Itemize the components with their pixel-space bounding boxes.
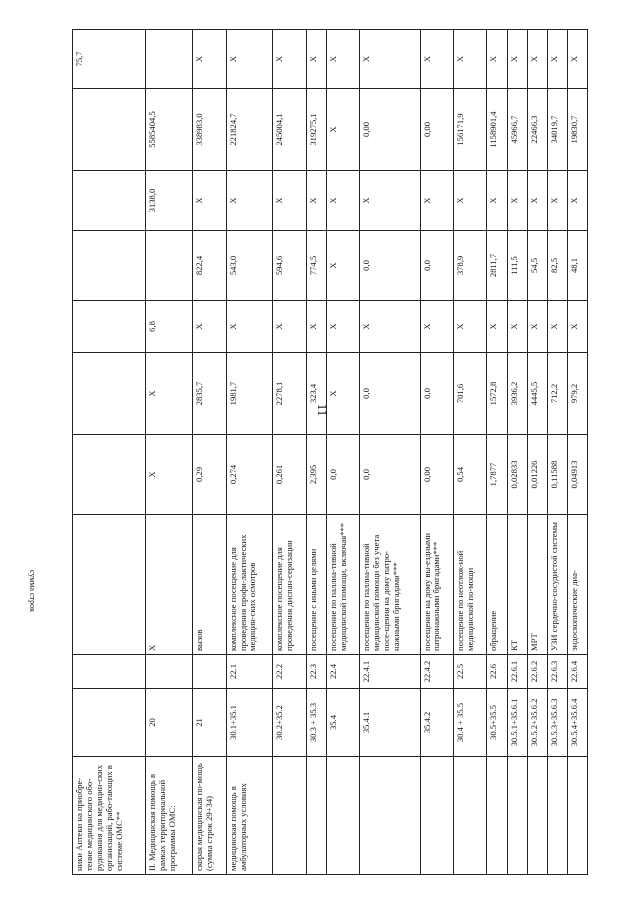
- table-cell: 0,04913: [567, 435, 587, 515]
- table-cell: 0,54: [454, 435, 487, 515]
- table-cell: 45966,7: [507, 89, 527, 171]
- table-cell: 2278,1: [273, 353, 306, 435]
- table-cell: X: [306, 171, 326, 231]
- table-cell: 54,5: [527, 231, 547, 301]
- table-cell: X: [273, 30, 306, 89]
- table-cell: 543,0: [226, 231, 273, 301]
- table-cell: X: [193, 171, 226, 231]
- table-cell: X: [146, 515, 193, 655]
- table-cell: 30.3 + 35.3: [306, 689, 326, 757]
- table-cell: 1981,7: [226, 353, 273, 435]
- table-cell: 156171,9: [454, 89, 487, 171]
- table-cell: X: [193, 301, 226, 353]
- table-cell: 30.2+35.2: [273, 689, 306, 757]
- table-cell: 30.4 + 35.5: [454, 689, 487, 757]
- table-cell: вызов: [193, 515, 226, 655]
- table-cell: 82,5: [547, 231, 567, 301]
- table-cell: X: [487, 301, 507, 353]
- table-cell: [306, 757, 326, 875]
- table-cell: 19830,7: [567, 89, 587, 171]
- table-cell: X: [146, 353, 193, 435]
- table-cell: X: [306, 30, 326, 89]
- table-cell: X: [420, 171, 453, 231]
- table-cell: 2,395: [306, 435, 326, 515]
- rotated-table-wrapper: [72, 30, 588, 875]
- table-cell: 22.6.3: [547, 655, 567, 689]
- table-cell: 35.4: [327, 689, 360, 757]
- table-cell: X: [360, 30, 420, 89]
- table-cell: [193, 655, 226, 689]
- table-cell: 594,6: [273, 231, 306, 301]
- table-cell: [73, 301, 146, 353]
- table-row-pall-dom: [360, 30, 420, 875]
- table-cell: X: [487, 30, 507, 89]
- table-cell: 0,29: [193, 435, 226, 515]
- table-cell: 6,8: [146, 301, 193, 353]
- table-cell: X: [226, 301, 273, 353]
- table-cell: X: [487, 171, 507, 231]
- table-row-apteki: [73, 30, 146, 875]
- table-cell: 111,5: [507, 231, 527, 301]
- table-cell: 0,0: [420, 231, 453, 301]
- table-cell: 0,11588: [547, 435, 567, 515]
- table-cell: X: [547, 171, 567, 231]
- data-table: [72, 29, 588, 875]
- table-cell: эндоскопические диа-: [567, 515, 587, 655]
- table-cell: 0,01226: [527, 435, 547, 515]
- table-cell: 30.5.4+35.6.4: [567, 689, 587, 757]
- table-cell: X: [193, 30, 226, 89]
- table-cell: обращение: [487, 515, 507, 655]
- table-cell: посещение по паллиа-тивной медицинской помощи без учета посе-щения на дому патро-нажными бригадами***: [360, 515, 420, 655]
- table-cell: 319275,1: [306, 89, 326, 171]
- table-cell: [527, 757, 547, 875]
- table-cell: X: [273, 171, 306, 231]
- table-cell: X: [327, 89, 360, 171]
- table-cell: 22.6.1: [507, 655, 527, 689]
- table-cell: X: [527, 171, 547, 231]
- table-cell: X: [547, 301, 567, 353]
- table-cell: [454, 757, 487, 875]
- table-cell: X: [327, 353, 360, 435]
- table-cell: 221824,7: [226, 89, 273, 171]
- table-cell: 323,4: [306, 353, 326, 435]
- table-cell: [420, 757, 453, 875]
- table-cell: МРТ: [527, 515, 547, 655]
- table-row-skoraya: [193, 30, 226, 875]
- table-cell: X: [360, 301, 420, 353]
- table-cell: 0,00: [360, 89, 420, 171]
- table-cell: 22.5: [454, 655, 487, 689]
- table-cell: 30.5+35.5: [487, 689, 507, 757]
- table-cell: [73, 515, 146, 655]
- table-cell: X: [507, 171, 527, 231]
- table-cell: 3138,0: [146, 171, 193, 231]
- table-cell: [360, 757, 420, 875]
- table-cell: X: [327, 171, 360, 231]
- table-cell: X: [507, 30, 527, 89]
- table-cell: [73, 689, 146, 757]
- table-cell: X: [567, 171, 587, 231]
- table-cell: 0,0: [360, 231, 420, 301]
- table-cell: 22.4.1: [360, 655, 420, 689]
- table-cell: [73, 89, 146, 171]
- table-cell: 0,274: [226, 435, 273, 515]
- table-row-inymi: [306, 30, 326, 875]
- table-cell: X: [567, 30, 587, 89]
- table-cell: [73, 231, 146, 301]
- table-cell: 2835,7: [193, 353, 226, 435]
- table-cell: 35.4.2: [420, 689, 453, 757]
- table-cell: X: [527, 301, 547, 353]
- table-cell: 30.5.2+35.6.2: [527, 689, 547, 757]
- table-cell: X: [454, 171, 487, 231]
- table-cell: X: [226, 30, 273, 89]
- table-cell: 1572,8: [487, 353, 507, 435]
- page-number: 11: [315, 403, 330, 417]
- table-cell: 2811,7: [487, 231, 507, 301]
- table-cell: 0,02833: [507, 435, 527, 515]
- table-cell: X: [226, 171, 273, 231]
- table-row-obr: [487, 30, 507, 875]
- table-cell: комплексное посещение для проведения диспан-серизации: [273, 515, 306, 655]
- table-cell: 22.6.2: [527, 655, 547, 689]
- table-cell: 30.1+35.1: [226, 689, 273, 757]
- table-cell: 21: [193, 689, 226, 757]
- table-cell: [73, 171, 146, 231]
- table-cell: 1,7877: [487, 435, 507, 515]
- table-cell: 0,261: [273, 435, 306, 515]
- table-cell: 34019,7: [547, 89, 567, 171]
- table-row-neotl: [454, 30, 487, 875]
- table-cell: 822,4: [193, 231, 226, 301]
- table-cell: 30.5.1+35.6.1: [507, 689, 527, 757]
- table-cell: 701,6: [454, 353, 487, 435]
- table-cell: [547, 757, 567, 875]
- table-cell: 338983,0: [193, 89, 226, 171]
- table-cell: 0,00: [420, 89, 453, 171]
- table-row-mrt: [527, 30, 547, 875]
- table-row-ambul: [226, 30, 273, 875]
- table-row-pall-patr: [420, 30, 453, 875]
- table-cell: 3936,2: [507, 353, 527, 435]
- table-cell: посещение по неотлож-ной медицинской по-мощи: [454, 515, 487, 655]
- table-cell: [327, 757, 360, 875]
- table-cell: [73, 435, 146, 515]
- table-cell: 1158901,4: [487, 89, 507, 171]
- table-cell: X: [567, 301, 587, 353]
- table-row-endo: [567, 30, 587, 875]
- table-cell: 22.2: [273, 655, 306, 689]
- table-cell: 0,0: [360, 353, 420, 435]
- table-cell: УЗИ сердечно-сосудистой системы: [547, 515, 567, 655]
- table-cell: [487, 757, 507, 875]
- table-cell: X: [273, 301, 306, 353]
- table-cell: 20: [146, 689, 193, 757]
- table-cell: 35.4.1: [360, 689, 420, 757]
- table-cell: 979,2: [567, 353, 587, 435]
- table-row-uzi: [547, 30, 567, 875]
- table-cell: [73, 655, 146, 689]
- table-cell: посещение на дому вы-ездными патронажными бригадами***: [420, 515, 453, 655]
- table-cell: ники Аптеки на приобре-тение медицинского обо-рудования для медицин-ских организаций, рабо-тающих в системе ОМС**: [73, 757, 146, 875]
- table-cell: 22.4.2: [420, 655, 453, 689]
- table-cell: 30.5.3+35.6.3: [547, 689, 567, 757]
- table-cell: 5585404,5: [146, 89, 193, 171]
- table-cell: 22.4: [327, 655, 360, 689]
- table-cell: [507, 757, 527, 875]
- table-cell: [146, 30, 193, 89]
- table-cell: 75,7: [73, 30, 146, 89]
- table-cell: комплексное посещение для проведения профи-лактических медицин-ских осмотров: [226, 515, 273, 655]
- table-cell: скорая медицинская по-мощь (сумма строк 29+34): [193, 757, 226, 875]
- table-cell: 0,0: [360, 435, 420, 515]
- table-cell: [273, 757, 306, 875]
- table-cell: X: [547, 30, 567, 89]
- table-cell: [73, 353, 146, 435]
- table-cell: 22.6: [487, 655, 507, 689]
- table-cell: 48,1: [567, 231, 587, 301]
- table-row-disp: [273, 30, 306, 875]
- table-cell: 0,00: [420, 435, 453, 515]
- table-cell: [146, 231, 193, 301]
- table-cell: X: [146, 435, 193, 515]
- table-row-pall: [327, 30, 360, 875]
- table-row-kt: [507, 30, 527, 875]
- table-cell: X: [454, 301, 487, 353]
- table-cell: X: [454, 30, 487, 89]
- table-cell: 245004,1: [273, 89, 306, 171]
- table-cell: X: [507, 301, 527, 353]
- table-cell: [146, 655, 193, 689]
- table-cell: 22.3: [306, 655, 326, 689]
- table-cell: 4445,5: [527, 353, 547, 435]
- table-cell: X: [527, 30, 547, 89]
- table-body: [73, 30, 588, 875]
- table-cell: 22.1: [226, 655, 273, 689]
- table-cell: 0,0: [327, 435, 360, 515]
- table-cell: 0,0: [420, 353, 453, 435]
- table-cell: посещение по паллиа-тивной медицинской помощи, включая***: [327, 515, 360, 655]
- table-cell: посещение с иными целями: [306, 515, 326, 655]
- table-cell: 22466,3: [527, 89, 547, 171]
- table-cell: X: [327, 30, 360, 89]
- side-label: сумма строк: [28, 570, 37, 612]
- table-cell: X: [306, 301, 326, 353]
- table-cell: X: [420, 30, 453, 89]
- table-cell: X: [420, 301, 453, 353]
- table-cell: [567, 757, 587, 875]
- table-cell: X: [327, 301, 360, 353]
- table-cell: X: [327, 231, 360, 301]
- table-cell: КТ: [507, 515, 527, 655]
- table-cell: 774,5: [306, 231, 326, 301]
- table-cell: 378,9: [454, 231, 487, 301]
- table-cell: 22.6.4: [567, 655, 587, 689]
- table-row-ii: [146, 30, 193, 875]
- table-cell: 712,2: [547, 353, 567, 435]
- table-cell: X: [360, 171, 420, 231]
- table-cell: медицинская помощь в амбулаторных условиях: [226, 757, 273, 875]
- table-cell: II. Медицинская помощь в рамках территориальной программы ОМС:: [146, 757, 193, 875]
